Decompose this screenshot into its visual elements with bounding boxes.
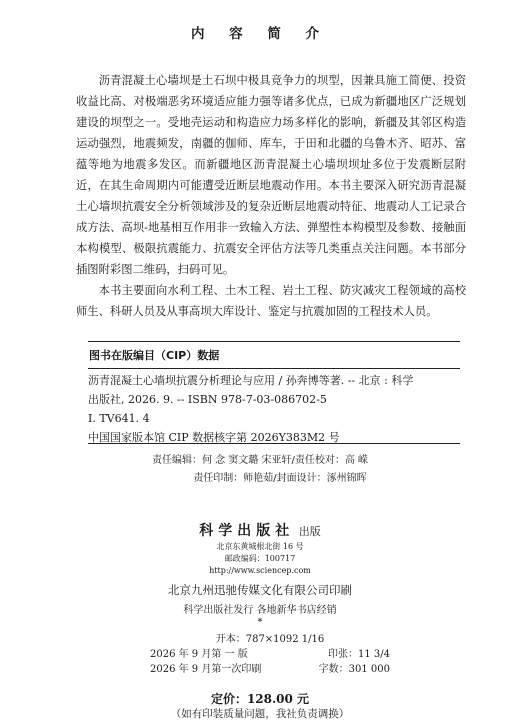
abstract-paragraph-1: 沥青混凝土心墙坝是土石坝中极具竞争力的坝型，因兼具施工简便、投资收益比高、对极端恶劣环境适应能力强等诸多优点，已成为新疆地区广泛规划建设的坝型之一。受地壳运动和构造应力场多样化的影响，新疆及其邻区构造运动强烈，地震频发，南疆的伽师、库车，于田和北疆的乌鲁木齐、昭苏、富蕴等地为地震多发区。而新疆地区沥青混凝土心墙坝坝址多位于发震断层附近，在其生命周期内可能遭受近断层地震动作用。本书主要深入研究沥青混凝土心墙坝抗震安全分析领域涉及的复杂近断层地震动特征、地震动人工记录合成方法、高坝-地基相互作用非一致输入方法、弹塑性本构模型及参数、接触面本构模型、极限抗震能力、抗震安全评估方法等几类重点关注问题。本书部分插图附彩图二维码，扫码可见。 [76, 74, 466, 276]
cip-line-2: 出版社, 2026. 9. -- ISBN 978-7-03-086702-5 [88, 393, 327, 406]
publisher-suffix: 出版 [298, 525, 321, 538]
editor-credits: 责任编辑：何 念 窦文璐 宋亚轩/责任校对：高 嵘 [151, 455, 369, 466]
printer-line: 北京九州迅驰传媒文化有限公司印刷 [168, 583, 352, 597]
publisher-address: 北京东黄城根北街 16 号 [216, 542, 304, 551]
cip-line-3: I. TV641. 4 [88, 412, 150, 425]
spec-printing: 2026 年 9 月第一次印刷 [150, 664, 262, 675]
spec-sheets: 印张：11 3/4 [328, 649, 390, 660]
print-specs [150, 632, 390, 677]
publisher-website: http://www.sciencep.com [209, 566, 311, 575]
cip-bottom-rule [88, 443, 460, 444]
cip-line-1: 沥青混凝土心墙坝抗震分析理论与应用 / 孙奔博等著. -- 北京 : 科学 [88, 374, 414, 387]
abstract-paragraph-2: 本书主要面向水利工程、土木工程、岩土工程、防灾减灾工程领域的高校师生、科研人员及从事高坝大库设计、鉴定与抗震加固的工程技术人员。 [76, 284, 466, 318]
publisher-name-line [0, 520, 520, 540]
spec-edition: 2026 年 9 月第 一 版 [150, 649, 248, 660]
quality-note: （如有印装质量问题，我社负责调换） [170, 708, 350, 720]
cip-heading-rule [88, 368, 460, 369]
spec-words: 字数：301 000 [318, 664, 390, 675]
cip-heading: 图书在版编目（CIP）数据 [89, 349, 220, 362]
cip-heading-block [88, 346, 460, 369]
production-credits: 责任印制：师艳茹/封面设计：涿州锦晖 [193, 473, 367, 484]
publisher-postcode: 邮政编码：100717 [224, 554, 296, 563]
cip-top-rule [88, 341, 460, 342]
abstract-section [76, 70, 466, 322]
publisher-logo: 科学出版社 [199, 523, 295, 539]
page-title: 内 容 简 介 [190, 26, 330, 42]
publisher-contact [0, 541, 520, 577]
distribution-line: 科学出版社发行 各地新华书店经销 [183, 605, 337, 616]
cip-data-block [88, 371, 460, 447]
spec-format: 开本：787×1092 1/16 [215, 634, 325, 645]
separator-star: * [257, 617, 263, 628]
price-line: 定价：128.00 元 [210, 692, 310, 706]
cip-line-4: 中国国家版本馆 CIP 数据核字第 2026Y383M2 号 [88, 431, 340, 444]
